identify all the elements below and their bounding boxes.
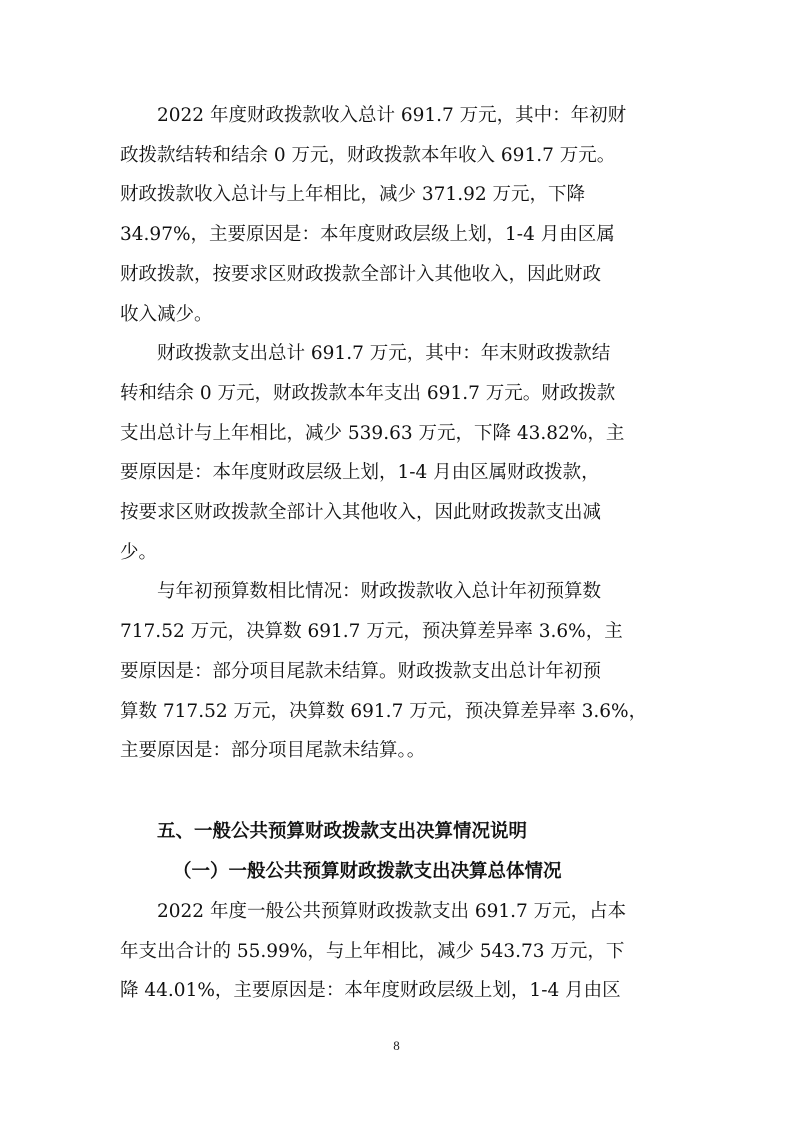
- body-text-bottom: [120, 892, 675, 1011]
- text-line: 少。: [120, 541, 158, 563]
- text-line: 收入减少。: [120, 303, 213, 325]
- page-number: 8: [393, 1038, 400, 1053]
- text-line: 政拨款结转和结余 0 万元，财政拨款本年收入 691.7 万元。: [120, 144, 616, 166]
- text-line: 财政拨款，按要求区财政拨款全部计入其他收入，因此财政: [120, 263, 602, 285]
- text-line: 财政拨款收入总计与上年相比，减少 371.92 万元，下降: [120, 184, 585, 206]
- body-text-top: [120, 96, 675, 771]
- text-line: 年支出合计的 55.99%，与上年相比，减少 543.73 万元，下: [120, 940, 625, 962]
- text-line: 降 44.01%，主要原因是：本年度财政层级上划，1-4 月由区: [120, 980, 621, 1002]
- subsection-heading: （一）一般公共预算财政拨款支出决算总体情况: [173, 861, 562, 882]
- paragraph-general-budget: [120, 892, 675, 1011]
- section-heading: 五、一般公共预算财政拨款支出决算情况说明: [157, 821, 528, 842]
- text-line: 2022 年度财政拨款收入总计 691.7 万元，其中：年初财: [157, 105, 627, 126]
- text-line: 财政拨款支出总计 691.7 万元，其中：年末财政拨款结: [157, 343, 611, 365]
- paragraph-budget-comparison: [120, 572, 675, 771]
- text-line: 按要求区财政拨款全部计入其他收入，因此财政拨款支出减: [120, 502, 602, 524]
- text-line: 34.97%，主要原因是：本年度财政层级上划，1-4 月由区属: [120, 224, 615, 246]
- text-line: 717.52 万元，决算数 691.7 万元，预决算差异率 3.6%，主: [120, 621, 623, 643]
- text-line: 算数 717.52 万元，决算数 691.7 万元，预决算差异率 3.6%，: [120, 700, 648, 722]
- text-line: 主要原因是：部分项目尾款未结算。。: [120, 740, 426, 762]
- paragraph-expenditure: [120, 334, 675, 572]
- text-line: 要原因是：部分项目尾款未结算。财政拨款支出总计年初预: [120, 660, 602, 682]
- text-line: 支出总计与上年相比，减少 539.63 万元，下降 43.82%，主: [120, 422, 625, 444]
- text-line: 转和结余 0 万元，财政拨款本年支出 691.7 万元。财政拨款: [120, 382, 616, 404]
- text-line: 与年初预算数相比情况：财政拨款收入总计年初预算数: [157, 581, 602, 603]
- text-line: 2022 年度一般公共预算财政拨款支出 691.7 万元，占本: [157, 901, 627, 922]
- paragraph-revenue: [120, 96, 675, 334]
- text-line: 要原因是：本年度财政层级上划，1-4 月由区属财政拨款，: [120, 462, 600, 484]
